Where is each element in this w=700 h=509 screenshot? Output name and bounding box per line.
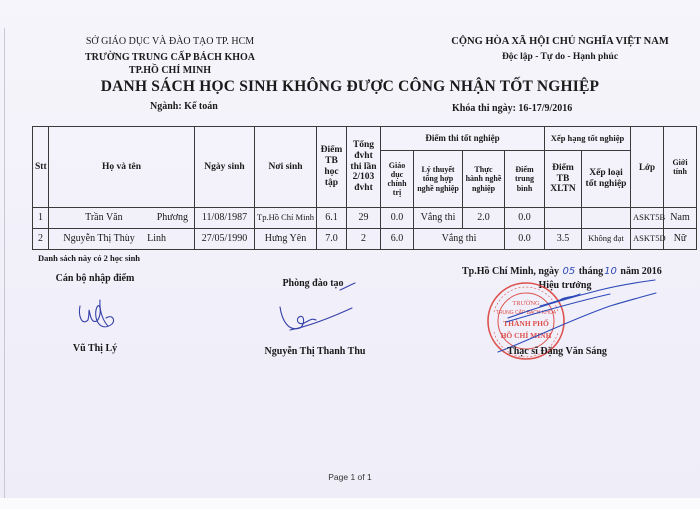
header-theory: Lý thuyết tổng hợp nghề nghiệp bbox=[414, 151, 463, 208]
cell-total-credits: 29 bbox=[347, 208, 381, 229]
exam-date-label: Khóa thi ngày: 16-17/9/2016 bbox=[452, 103, 573, 114]
data-entry-role: Cán bộ nhập điểm bbox=[55, 273, 135, 284]
header-birthplace: Nơi sinh bbox=[255, 127, 317, 208]
cell-surname: Trần Văn bbox=[85, 212, 123, 224]
stamp-text-3: THÀNH PHỐ bbox=[503, 319, 549, 328]
header-practice: Thực hành nghề nghiệp bbox=[463, 151, 505, 208]
cell-total-credits: 2 bbox=[347, 229, 381, 250]
student-count-note: Danh sách này có 2 học sinh bbox=[38, 253, 141, 263]
header-gpa: Điểm TB học tập bbox=[317, 127, 347, 208]
header-full-name: Họ và tên bbox=[49, 127, 195, 208]
header-school-city: TP.HỒ CHÍ MINH bbox=[128, 65, 212, 76]
header-department: SỞ GIÁO DỤC VÀ ĐÀO TẠO TP. HCM bbox=[85, 36, 255, 47]
header-classification: Xếp loại tốt nghiệp bbox=[582, 151, 631, 208]
handwritten-month: 10 bbox=[604, 266, 617, 277]
header-country: CỘNG HÒA XÃ HỘI CHỦ NGHĨA VIỆT NAM bbox=[451, 36, 669, 47]
cell-average: 0.0 bbox=[505, 229, 545, 250]
principal-signature-icon bbox=[495, 280, 656, 352]
major-label: Ngành: Kế toán bbox=[150, 101, 218, 112]
header-politics: Giáo dục chính trị bbox=[381, 151, 414, 208]
header-motto: Độc lập - Tự do - Hạnh phúc bbox=[501, 52, 619, 62]
header-total-credits: Tổng đvht thi lần 2/103 đvht bbox=[347, 127, 381, 208]
cell-xltn-score: 3.5 bbox=[545, 229, 582, 250]
year-label: năm 2016 bbox=[620, 266, 662, 277]
cell-theory-practice: Vắng thi bbox=[414, 229, 505, 250]
place-prefix: Tp.Hồ Chí Minh, ngày bbox=[462, 266, 559, 277]
cell-classification: Không đạt bbox=[582, 229, 631, 250]
handwritten-day: 05 bbox=[562, 266, 576, 277]
training-office-role: Phòng đào tạo bbox=[282, 278, 344, 289]
stamp-text-1: TRƯỜNG bbox=[512, 300, 540, 307]
header-class: Lớp bbox=[631, 127, 664, 208]
cell-dob: 27/05/1990 bbox=[195, 229, 255, 250]
cell-gpa: 7.0 bbox=[317, 229, 347, 250]
page-number: Page 1 of 1 bbox=[328, 472, 372, 482]
cell-dob: 11/08/1987 bbox=[195, 208, 255, 229]
cell-stt: 2 bbox=[33, 229, 49, 250]
principal-name: Thạc sĩ Đặng Văn Sáng bbox=[507, 346, 607, 357]
header-dob: Ngày sinh bbox=[195, 127, 255, 208]
stamp-text-4: HỒ CHÍ MINH bbox=[500, 331, 552, 340]
header-school-name: TRƯỜNG TRUNG CẤP BÁCH KHOA bbox=[84, 52, 255, 63]
cell-average: 0.0 bbox=[505, 208, 545, 229]
cell-class: ASKT5D bbox=[631, 229, 664, 250]
cell-given-name: Phương bbox=[156, 212, 188, 224]
training-office-signature-icon bbox=[280, 283, 355, 330]
scan-border bbox=[0, 498, 700, 509]
header-exam-group: Điểm thi tốt nghiệp bbox=[381, 127, 545, 151]
document-title: DANH SÁCH HỌC SINH KHÔNG ĐƯỢC CÔNG NHẬN TỐT NGHIỆP bbox=[100, 78, 600, 95]
month-label: tháng bbox=[578, 266, 604, 277]
cell-stt: 1 bbox=[33, 208, 49, 229]
cell-birthplace: Hưng Yên bbox=[255, 229, 317, 250]
stamp-text-2: TRUNG CẤP BÁCH KHOA bbox=[495, 310, 557, 316]
data-entry-signature-icon bbox=[79, 300, 113, 327]
principal-role: Hiệu trưởng bbox=[538, 280, 592, 291]
cell-birthplace: Tp.Hồ Chí Minh bbox=[255, 208, 317, 229]
cell-given-name: Linh bbox=[147, 233, 166, 245]
training-office-name: Nguyễn Thị Thanh Thu bbox=[264, 346, 366, 357]
cell-gender: Nam bbox=[664, 208, 697, 229]
cell-theory: Vắng thi bbox=[414, 208, 463, 229]
cell-gender: Nữ bbox=[664, 229, 697, 250]
data-entry-name: Vũ Thị Lý bbox=[72, 343, 118, 354]
header-xltn-score: Điểm TB XLTN bbox=[545, 151, 582, 208]
cell-surname: Nguyễn Thị Thùy bbox=[63, 233, 135, 245]
cell-practice: 2.0 bbox=[463, 208, 505, 229]
cell-gpa: 6.1 bbox=[317, 208, 347, 229]
header-gender: Giới tính bbox=[664, 127, 697, 208]
cell-politics: 6.0 bbox=[381, 229, 414, 250]
header-average: Điểm trung bình bbox=[505, 151, 545, 208]
header-stt: Stt bbox=[33, 127, 49, 208]
cell-class: ASKT5B bbox=[631, 208, 664, 229]
header-ranking-group: Xếp hạng tốt nghiệp bbox=[545, 127, 631, 151]
cell-politics: 0.0 bbox=[381, 208, 414, 229]
